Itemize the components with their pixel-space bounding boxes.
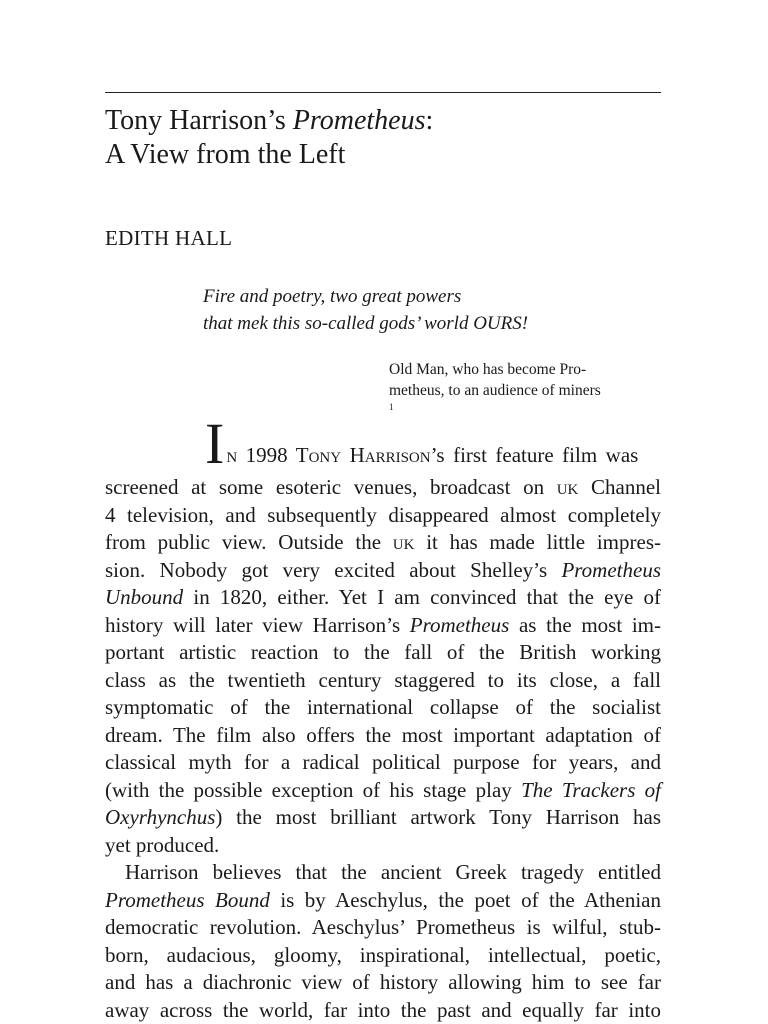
text-line: democratic revolution. Aeschylus’ Prometheus is wilful, stub- <box>105 915 661 939</box>
text-run: sion. Nobody got very excited about Shelley’s <box>105 557 562 582</box>
title-text: Tony Harrison’s <box>105 105 293 136</box>
text-line <box>105 804 661 832</box>
text-line <box>105 859 661 887</box>
article-title <box>105 104 661 172</box>
italic-run: Prometheus Bound <box>105 887 270 912</box>
article-body <box>105 411 661 1024</box>
attribution-line: Old Man, who has become Pro- <box>389 361 587 378</box>
italic-run: Oxyrhynchus <box>105 805 216 829</box>
first-line-text <box>226 442 638 470</box>
text-run: history will later view Harrison’s <box>105 612 410 637</box>
epigraph-line: Fire and poetry, two great powers <box>203 286 462 307</box>
text-run: screened at some esoteric venues, broadcast on <box>105 475 557 499</box>
title-italic: Prometheus <box>292 105 426 136</box>
text-run: ’s first feature film was <box>430 442 639 467</box>
text-line: classical myth for a radical political purpose for years, and <box>105 750 661 774</box>
paragraph-1 <box>105 411 661 859</box>
text-line: class as the twentieth century staggered to its close, a fall <box>105 667 661 692</box>
text-run: (with the possible exception of his stage play <box>105 777 522 802</box>
text-run: ) the most brilliant artwork Tony Harrison has <box>215 805 661 829</box>
text-line <box>105 777 661 805</box>
text-run: as the most im- <box>509 612 661 637</box>
text-line: portant artistic reaction to the fall of the British working <box>105 640 661 664</box>
text-line: symptomatic of the international collapse of the socialist <box>105 695 661 719</box>
text-line: 4 television, and subsequently disappeared almost completely <box>105 502 661 527</box>
title-colon: : <box>425 105 434 136</box>
title-rule <box>105 92 661 93</box>
attribution-line <box>389 380 669 422</box>
text-line <box>105 584 661 612</box>
italic-run: The Trackers of <box>521 777 661 802</box>
small-caps-run: uk <box>392 530 415 554</box>
italic-run: Prometheus <box>561 557 661 582</box>
text-line: yet produced. <box>105 832 220 857</box>
epigraph-line: that mek this so-called gods’ world OURS! <box>203 313 529 334</box>
text-line <box>105 557 661 585</box>
text-line: dream. The film also offers the most important adaptation of <box>105 722 661 747</box>
italic-run: Prometheus <box>409 612 510 637</box>
text-line: and has a diachronic view of history allowing him to see far <box>105 970 661 994</box>
text-run: from public view. Outside the <box>105 530 393 554</box>
text-line <box>105 887 661 915</box>
epigraph-attribution <box>389 359 669 422</box>
drop-cap: I <box>205 411 225 476</box>
text-line <box>105 612 661 640</box>
text-run: n 1998 <box>226 442 296 467</box>
epigraph <box>203 283 528 337</box>
paragraph-2 <box>105 859 661 1024</box>
text-run: in 1820, either. Yet I am convinced that the eye of <box>183 585 661 609</box>
text-line: born, audacious, gloomy, inspirational, intellectual, poetic, <box>105 942 661 967</box>
text-line: away across the world, far into the past and equally far into <box>105 997 661 1022</box>
title-line-2: A View from the Left <box>105 139 346 170</box>
text-line <box>105 529 661 557</box>
author-name: EDITH HALL <box>105 226 233 250</box>
text-run: Harrison believes that the ancient Greek tragedy entitled <box>125 860 661 884</box>
small-caps-run: Tony Harrison <box>295 442 431 467</box>
italic-run: Unbound <box>105 585 184 609</box>
attribution-text: metheus, to an audience of miners <box>389 382 601 399</box>
first-line <box>105 411 661 476</box>
text-run: it has made little impres- <box>414 530 661 554</box>
small-caps-run: uk <box>556 475 579 499</box>
text-run: Channel <box>578 475 661 499</box>
footnote-marker: 1 <box>389 401 394 412</box>
text-run: is by Aeschylus, the poet of the Athenian <box>269 887 661 912</box>
title-line-1 <box>105 104 661 138</box>
text-line <box>105 474 661 502</box>
